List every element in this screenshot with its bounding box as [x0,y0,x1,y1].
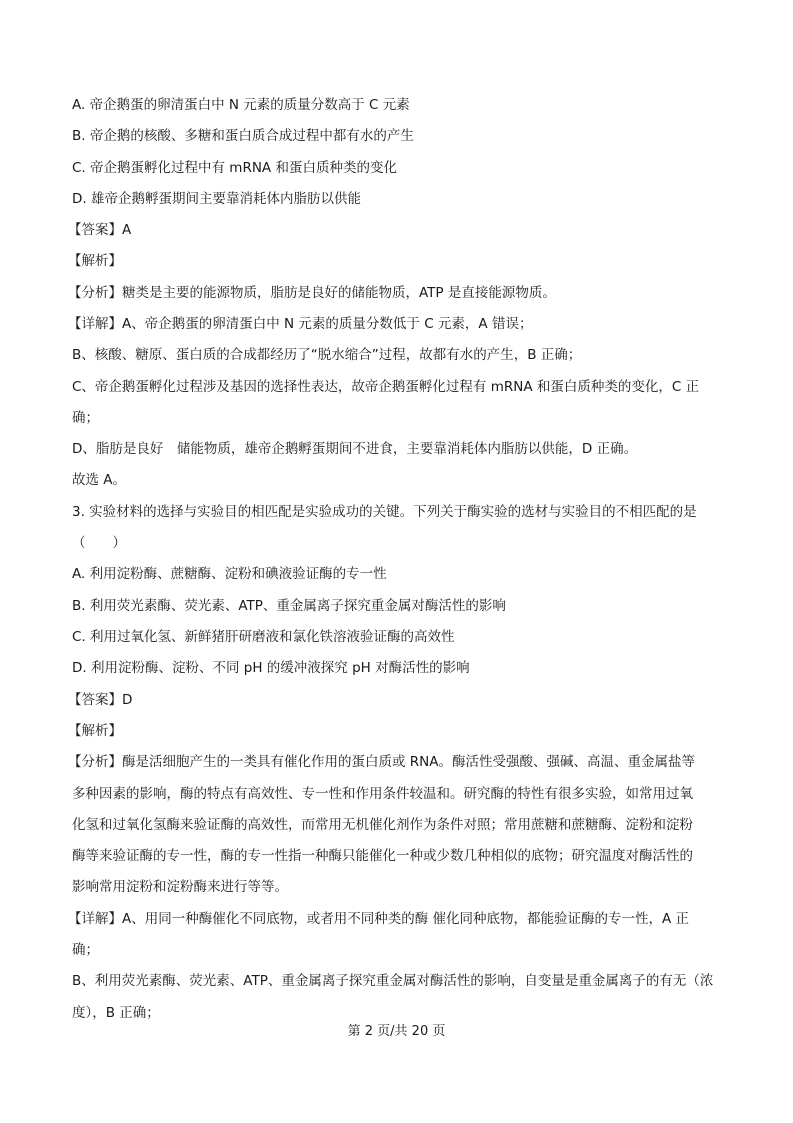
detail-text: C、帝企鹅蛋孵化过程涉及基因的选择性表达，故帝企鹅蛋孵化过程有 mRNA 和蛋白质种类的变化，C 正 [72,379,700,395]
analysis-text: 化氢和过氧化氢酶来验证酶的高效性，而常用无机催化剂作为条件对照；常用蔗糖和蔗糖酶、淀粉和淀粉 [72,817,693,833]
analysis-heading: 【解析】 [68,723,122,739]
answer-label: 【答案】A [68,222,132,238]
detail-text: 确； [72,942,99,958]
question-blank: （ ） [72,535,126,551]
option-b-text: B. 利用荧光素酶、荧光素、ATP、重金属离子探究重金属对酶活性的影响 [72,598,506,614]
detail-text: 度），B 正确； [72,1005,160,1021]
analysis-text: 多种因素的影响，酶的特点有高效性、专一性和作用条件较温和。研究酶的特性有很多实验，如常用过氧 [72,786,693,802]
page-number-footer: 第 2 页/共 20 页 [347,1024,446,1039]
conclusion-text: 故选 A。 [72,472,127,488]
option-d-text: D. 雄帝企鹅孵蛋期间主要靠消耗体内脂肪以供能 [72,191,361,207]
analysis-text: 影响常用淀粉和淀粉酶来进行等等。 [72,879,288,895]
detail-text: 确； [72,410,99,426]
analysis-text: 【分析】酶是活细胞产生的一类具有催化作用的蛋白质或 RNA。酶活性受强酸、强碱、高温、重金属盐等 [68,754,696,770]
option-c-text: C. 利用过氧化氢、新鲜猪肝研磨液和氯化铁溶液验证酶的高效性 [72,629,455,645]
analysis-text: 【分析】糖类是主要的能源物质，脂肪是良好的储能物质，ATP 是直接能源物质。 [68,285,556,301]
detail-text: B、利用荧光素酶、荧光素、ATP、重金属离子探究重金属对酶活性的影响，自变量是重金属离子的有无（浓 [72,973,714,989]
detail-text: 【详解】A、帝企鹅蛋的卵清蛋白中 N 元素的质量分数低于 C 元素，A 错误； [68,316,533,332]
option-a-text: A. 利用淀粉酶、蔗糖酶、淀粉和碘液验证酶的专一性 [72,566,387,582]
question-stem: 3. 实验材料的选择与实验目的相匹配是实验成功的关键。下列关于酶实验的选材与实验目的不相匹配的是 [72,504,697,520]
analysis-heading: 【解析】 [68,253,122,269]
option-b-text: B. 帝企鹅的核酸、多糖和蛋白质合成过程中都有水的产生 [72,128,414,144]
option-d-text: D. 利用淀粉酶、淀粉、不同 pH 的缓冲液探究 pH 对酶活性的影响 [72,660,470,676]
detail-text: B、核酸、糖原、蛋白质的合成都经历了“脱水缩合”过程，故都有水的产生，B 正确； [72,347,582,363]
detail-text: 【详解】A、用同一种酶催化不同底物，或者用不同种类的酶 催化同种底物，都能验证酶的专一性，A 正 [68,911,690,927]
answer-label: 【答案】D [68,692,133,708]
option-c-text: C. 帝企鹅蛋孵化过程中有 mRNA 和蛋白质种类的变化 [72,160,397,176]
detail-text: D、脂肪是良好 储能物质，雄帝企鹅孵蛋期间不进食，主要靠消耗体内脂肪以供能，D 正确。 [72,441,638,457]
option-a-text: A. 帝企鹅蛋的卵清蛋白中 N 元素的质量分数高于 C 元素 [72,97,410,113]
analysis-text: 酶等来验证酶的专一性，酶的专一性指一种酶只能催化一种或少数几种相似的底物；研究温度对酶活性的 [72,848,693,864]
